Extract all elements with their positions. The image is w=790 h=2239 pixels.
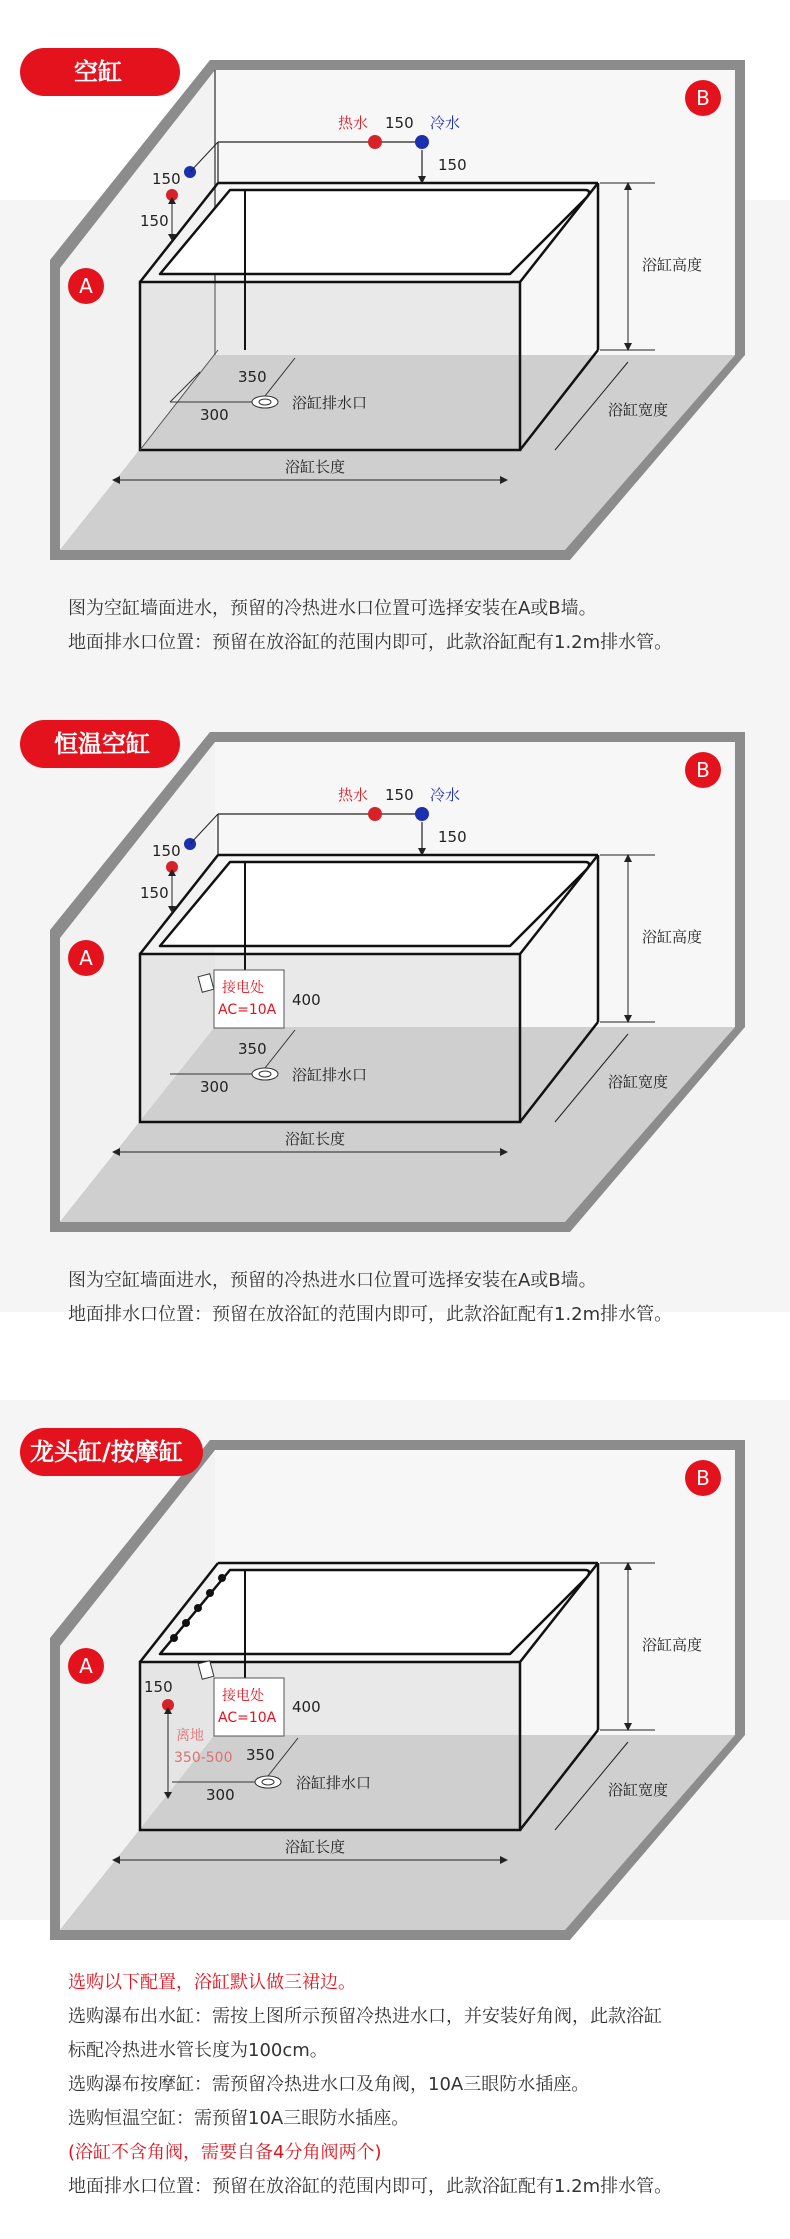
cold-pipe bbox=[415, 135, 429, 149]
dim-150-side: 150 bbox=[144, 1678, 173, 1696]
power-label-line2: AC=10A bbox=[218, 1710, 277, 1726]
tub-body bbox=[140, 1662, 520, 1830]
dim-150-side-upper: 150 bbox=[152, 842, 181, 860]
dim-150-side-upper: 150 bbox=[152, 170, 181, 188]
dim-150-top: 150 bbox=[385, 786, 414, 804]
drain-label: 浴缸排水口 bbox=[292, 1066, 368, 1084]
tub-height-label: 浴缸高度 bbox=[642, 1636, 703, 1654]
power-label-box bbox=[214, 970, 284, 1028]
tub-length-label: 浴缸长度 bbox=[285, 1130, 346, 1148]
tub-length-label: 浴缸长度 bbox=[285, 1838, 346, 1856]
section-title-badge: 龙头缸/按摩缸 bbox=[20, 1428, 203, 1476]
cold-water-label: 冷水 bbox=[430, 786, 461, 804]
drain-icon bbox=[252, 396, 278, 408]
dim-400: 400 bbox=[292, 1698, 321, 1716]
section-thermostatic-tub bbox=[0, 700, 790, 1400]
room-diagram bbox=[0, 1400, 790, 1960]
tub-body bbox=[140, 282, 520, 450]
hot-pipe bbox=[368, 807, 382, 821]
dim-150-top: 150 bbox=[385, 114, 414, 132]
power-label-line2: AC=10A bbox=[218, 1002, 277, 1018]
dim-400: 400 bbox=[292, 991, 321, 1009]
hot-water-label: 热水 bbox=[338, 786, 369, 804]
dim-350: 350 bbox=[246, 1746, 275, 1764]
wall-b-label: B bbox=[696, 758, 710, 782]
dim-300: 300 bbox=[200, 406, 229, 424]
tub-body bbox=[140, 954, 520, 1122]
dim-350: 350 bbox=[238, 1040, 267, 1058]
wall-b-label: B bbox=[696, 86, 710, 110]
dim-350: 350 bbox=[238, 368, 267, 386]
desc-line: 地面排水口位置：预留在放浴缸的范围内即可，此款浴缸配有1.2m排水管。 bbox=[68, 632, 673, 653]
desc-line: 图为空缸墙面进水，预留的冷热进水口位置可选择安装在A或B墙。 bbox=[68, 1270, 597, 1291]
drain-icon bbox=[252, 1068, 278, 1080]
cold-pipe bbox=[415, 807, 429, 821]
power-label-box bbox=[214, 1678, 284, 1736]
wall-a-label: A bbox=[79, 1654, 93, 1678]
hot-water-label: 热水 bbox=[338, 114, 369, 132]
cold-water-label: 冷水 bbox=[430, 114, 461, 132]
dim-150-down: 150 bbox=[438, 828, 467, 846]
tub-length-label: 浴缸长度 bbox=[285, 458, 346, 476]
desc-line: (浴缸不含角阀，需要自备4分角阀两个) bbox=[68, 2142, 382, 2163]
desc-line: 选购瀑布出水缸：需按上图所示预留冷热进水口，并安装好角阀，此款浴缸 bbox=[68, 2006, 662, 2027]
desc-line: 地面排水口位置：预留在放浴缸的范围内即可，此款浴缸配有1.2m排水管。 bbox=[68, 1304, 673, 1325]
desc-line: 选购恒温空缸：需预留10A三眼防水插座。 bbox=[68, 2108, 410, 2129]
ground-height-label-line1: 离地 bbox=[176, 1728, 204, 1744]
desc-line: 选购瀑布按摩缸：需预留冷热进水口及角阀，10A三眼防水插座。 bbox=[68, 2074, 590, 2095]
description bbox=[68, 1264, 672, 1332]
desc-line: 选购以下配置，浴缸默认做三裙边。 bbox=[68, 1972, 356, 1993]
drain-icon bbox=[255, 1776, 281, 1788]
wall-a-label: A bbox=[79, 946, 93, 970]
desc-line: 标配冷热进水管长度为100cm。 bbox=[68, 2040, 328, 2061]
section-faucet-massage-tub bbox=[0, 1400, 790, 2239]
dim-150-side-lower: 150 bbox=[140, 212, 169, 230]
desc-line: 地面排水口位置：预留在放浴缸的范围内即可，此款浴缸配有1.2m排水管。 bbox=[68, 2176, 673, 2197]
hot-pipe bbox=[368, 135, 382, 149]
wall-b-label: B bbox=[696, 1466, 710, 1490]
drain-label: 浴缸排水口 bbox=[292, 394, 368, 412]
section-empty-tub bbox=[0, 0, 790, 700]
description bbox=[68, 592, 672, 660]
power-label-line1: 接电处 bbox=[222, 980, 264, 996]
dim-150-down: 150 bbox=[438, 156, 467, 174]
dim-300: 300 bbox=[206, 1786, 235, 1804]
tub-height-label: 浴缸高度 bbox=[642, 928, 703, 946]
dim-300: 300 bbox=[200, 1078, 229, 1096]
description bbox=[68, 1966, 672, 2204]
ground-height-label-line2: 350-500 bbox=[174, 1750, 233, 1766]
wall-a-label: A bbox=[79, 274, 93, 298]
section-title-badge: 空缸 bbox=[20, 48, 180, 96]
dim-150-side-lower: 150 bbox=[140, 884, 169, 902]
tub-height-label: 浴缸高度 bbox=[642, 256, 703, 274]
drain-label: 浴缸排水口 bbox=[296, 1774, 372, 1792]
power-label-line1: 接电处 bbox=[222, 1688, 264, 1704]
desc-line: 图为空缸墙面进水，预留的冷热进水口位置可选择安装在A或B墙。 bbox=[68, 598, 597, 619]
tub-width-label: 浴缸宽度 bbox=[608, 1781, 669, 1799]
tub-width-label: 浴缸宽度 bbox=[608, 401, 669, 419]
tub-width-label: 浴缸宽度 bbox=[608, 1073, 669, 1091]
section-title-badge: 恒温空缸 bbox=[20, 720, 180, 768]
